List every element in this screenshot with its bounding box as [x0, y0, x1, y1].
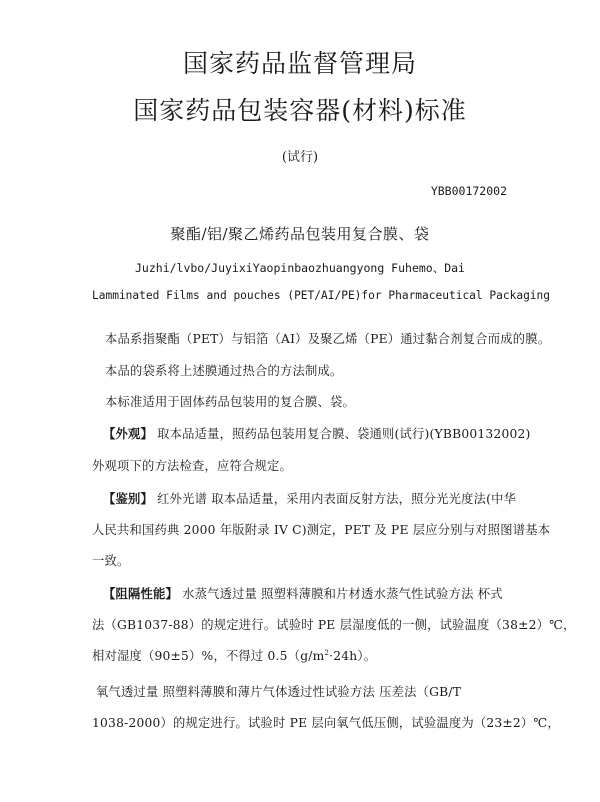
barrier-line-1	[103, 584, 503, 602]
barrier-text-3b: ·24h）。	[329, 649, 377, 663]
standard-code: YBB00172002	[430, 184, 507, 198]
english-title: Lamminated Films and pouches (PET/AI/PE)for Pharmaceutical Packaging	[92, 289, 551, 302]
appearance-text-1: 取本品适量，照药品包装用复合膜、袋通则(试行)(YBB00132002)	[153, 427, 531, 441]
barrier-text-1: 水蒸气透过量 照塑料薄膜和片材透水蒸气性试验方法 杯式	[177, 587, 503, 601]
appearance-line-1	[103, 424, 531, 442]
paragraph-pouch: 本品的袋系将上述膜通过热合的方法制成。	[105, 364, 343, 378]
standard-title: 聚酯/铝/聚乙烯药品包装用复合膜、袋	[170, 225, 430, 243]
trial-note: (试行)	[281, 150, 319, 165]
barrier-line-3	[92, 646, 376, 664]
paragraph-scope: 本标准适用于固体药品包装用的复合膜、袋。	[105, 395, 355, 409]
oxygen-line-1: 氧气透过量 照塑料薄膜和薄片气体透过性试验方法 压差法（GB/T	[96, 685, 462, 699]
authority-title: 国家药品监督管理局	[182, 49, 417, 78]
standard-series-title: 国家药品包装容器(材料)标准	[133, 96, 467, 125]
identification-line-1	[103, 489, 516, 507]
appearance-label: 【外观】	[103, 426, 153, 441]
barrier-text-3a: 相对湿度（90±5）%，不得过 0.5（g/m	[92, 649, 325, 663]
barrier-label: 【阻隔性能】	[103, 586, 178, 601]
barrier-superscript: 2	[324, 648, 330, 657]
identification-text-1: 红外光谱 取本品适量，采用内表面反射方法，照分光光度法(中华	[153, 492, 517, 506]
barrier-line-2: 法（GB1037-88）的规定进行。试验时 PE 层湿度低的一侧，试验温度（38±2）℃，	[92, 618, 576, 632]
paragraph-definition: 本品系指聚酯（PET）与铝箔（AI）及聚乙烯（PE）通过黏合剂复合而成的膜。	[105, 332, 551, 346]
appearance-line-2: 外观项下的方法检查，应符合规定。	[92, 459, 292, 473]
identification-label: 【鉴别】	[103, 491, 153, 506]
oxygen-line-2: 1038-2000）的规定进行。试验时 PE 层向氧气低压侧，试验温度为（23±2）℃，	[92, 716, 560, 730]
pinyin-title: Juzhi/lvbo/JuyixiYaopinbaozhuangyong Fuhemo、Dai	[135, 261, 465, 275]
identification-line-2: 人民共和国药典 2000 年版附录 IV C)测定，PET 及 PE 层应分别与对照图谱基本	[92, 523, 551, 537]
identification-line-3: 一致。	[92, 554, 130, 568]
